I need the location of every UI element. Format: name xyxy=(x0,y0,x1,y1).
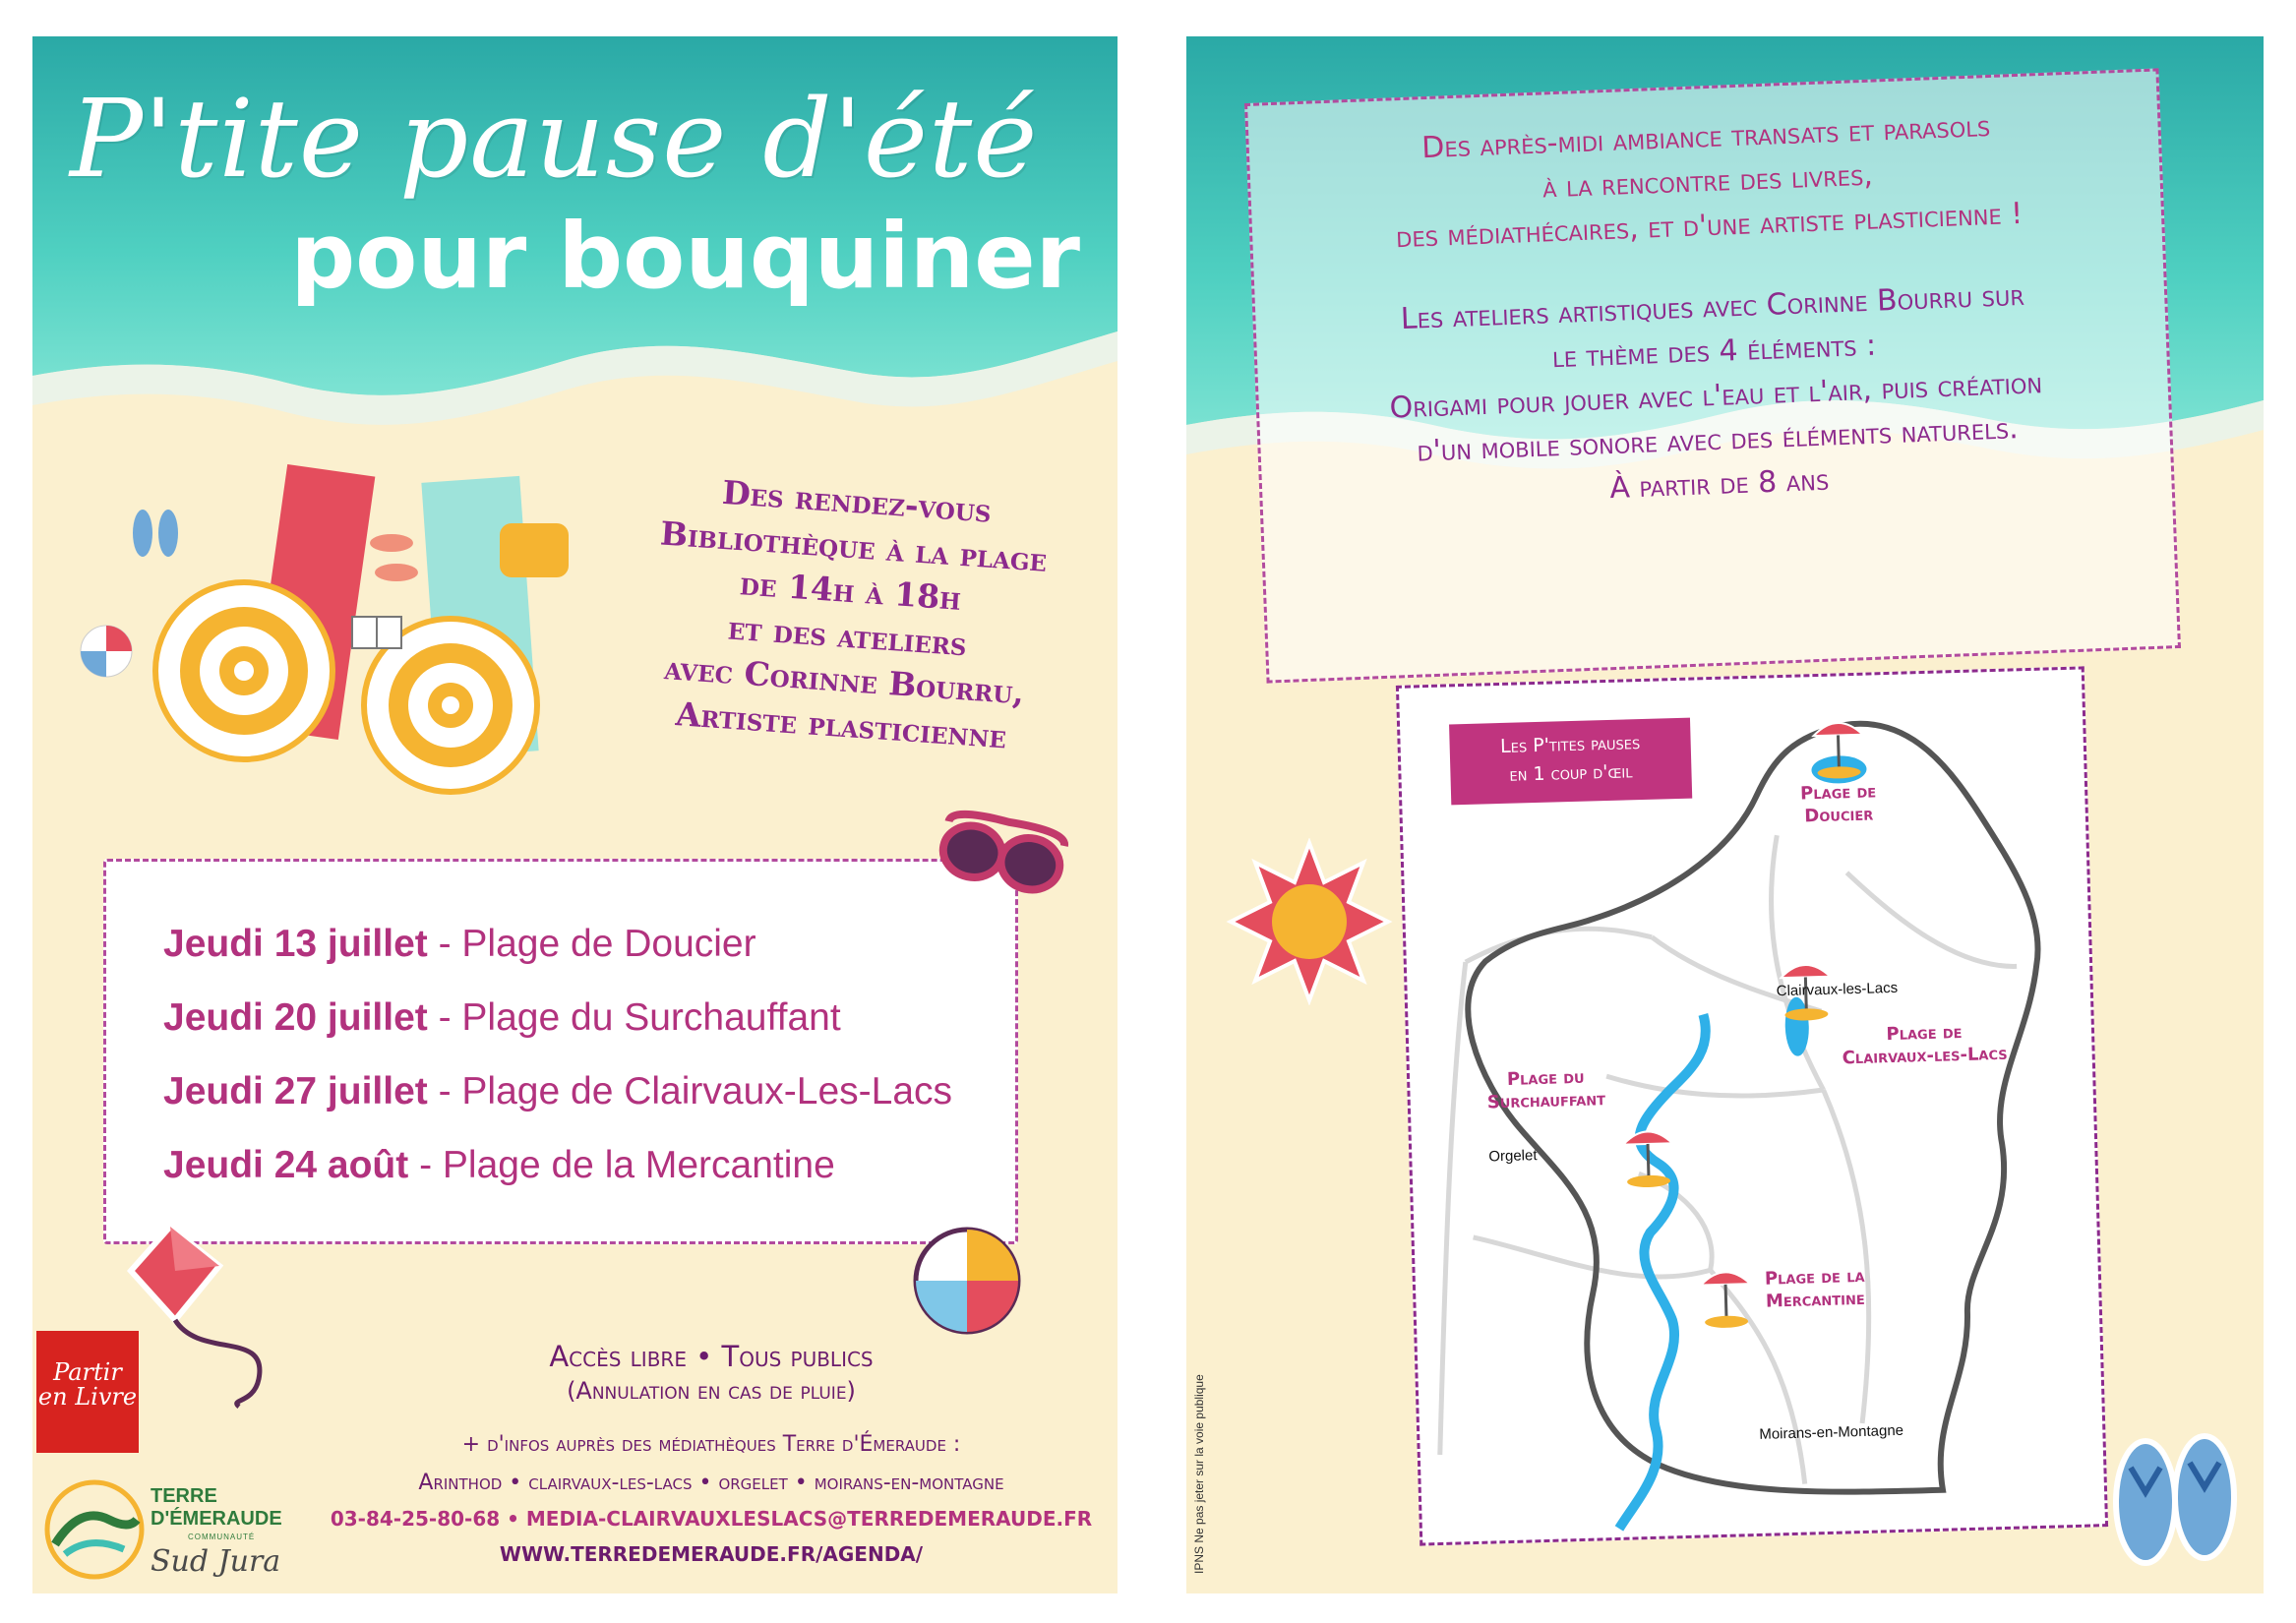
library-towns: Arinthod • clairvaux-les-lacs • orgelet • moirans-en-montagne xyxy=(418,1471,1004,1495)
kite-icon xyxy=(121,1212,298,1409)
town-label-moirans: Moirans-en-Montagne xyxy=(1759,1421,1904,1443)
map-badge xyxy=(1449,718,1692,806)
parasol-icon xyxy=(1701,1272,1752,1329)
date-day: Jeudi 13 juillet xyxy=(163,923,428,965)
access-info: Accès libre • Tous publics xyxy=(549,1340,874,1373)
flyer-back xyxy=(1186,36,2264,1593)
flyer-footer xyxy=(308,1340,1115,1566)
date-place: - Plage de Doucier xyxy=(427,923,756,965)
workshop-line: le thème des 4 éléments : xyxy=(1551,328,1877,376)
workshop-line: À partir de 8 ans xyxy=(1608,462,1830,507)
terre-line: D'ÉMERAUDE xyxy=(151,1508,282,1530)
map xyxy=(1396,666,2108,1545)
badge-line: Les P'tites pauses xyxy=(1499,732,1641,757)
title-bold: pour bouquiner xyxy=(290,204,1080,309)
rdv-line: avec Corinne Bourru, xyxy=(663,648,1026,712)
town-label-orgelet: Orgelet xyxy=(1488,1147,1538,1166)
place-label-surchauffant xyxy=(1486,1066,1605,1113)
sun-icon xyxy=(1226,838,1393,1005)
rdv-line: Des rendez-vous xyxy=(720,472,994,530)
beach-illustration xyxy=(52,450,603,823)
flyer-front xyxy=(32,36,1118,1593)
sandals-icon xyxy=(370,534,418,581)
ipns-notice: IPNS Ne pas jeter sur la voie publique xyxy=(1192,1374,1206,1574)
place-label-clairvaux xyxy=(1842,1021,2008,1070)
info-text xyxy=(1248,97,2178,523)
place-label-doucier xyxy=(1800,781,1877,827)
title-script: P'tite pause d'été xyxy=(70,76,1039,202)
umbrella-icon xyxy=(155,582,332,759)
rdv-line: de 14h à 18h xyxy=(738,564,963,618)
sunglasses-icon xyxy=(933,804,1070,912)
place-line: Mercantine xyxy=(1765,1288,1865,1312)
flipflops-icon xyxy=(133,510,178,557)
cancellation-note: (Annulation en cas de pluie) xyxy=(567,1377,856,1405)
parasol-icon xyxy=(1623,1131,1674,1188)
terre-emeraude-script: Sud Jura xyxy=(151,1544,281,1579)
terre-emeraude-logo xyxy=(40,1475,306,1593)
workshop-paragraph xyxy=(1254,268,2177,524)
beach-ball-icon xyxy=(908,1222,1026,1340)
terre-emeraude-small: COMMUNAUTÉ xyxy=(188,1533,256,1541)
date-place: - Plage du Surchauffant xyxy=(427,996,841,1039)
date-row xyxy=(163,996,1015,1040)
date-row xyxy=(163,923,1015,966)
book-icon xyxy=(352,617,401,648)
date-day: Jeudi 20 juillet xyxy=(163,996,428,1039)
intro-line: des médiathécaires, et d'une artiste plasticienne ! xyxy=(1395,196,2024,256)
town-label-clairvaux: Clairvaux-les-Lacs xyxy=(1776,979,1899,1000)
terre-line: TERRE xyxy=(151,1485,217,1507)
terre-emeraude-emblem xyxy=(40,1475,149,1584)
date-place: - Plage de Clairvaux-Les-Lacs xyxy=(427,1070,953,1112)
rdv-announcement xyxy=(574,460,1118,765)
rdv-line: Artiste plasticienne xyxy=(674,693,1008,756)
contact-line: 03-84-25-80-68 • MEDIA-CLAIRVAUXLESLACS@TERREDEMERAUDE.FR xyxy=(330,1507,1093,1531)
date-place: - Plage de la Mercantine xyxy=(408,1144,835,1186)
terre-emeraude-name xyxy=(151,1485,308,1531)
partir-en-livre-logo: Partir en Livre xyxy=(36,1331,139,1453)
badge-line: en 1 coup d'œil xyxy=(1509,760,1633,787)
bag-icon xyxy=(500,523,569,577)
place-line: Doucier xyxy=(1804,803,1874,826)
workshop-line: Les ateliers artistiques avec Corinne Bourru sur xyxy=(1400,277,2025,337)
rdv-line: et des ateliers xyxy=(726,608,969,663)
date-row xyxy=(163,1144,1015,1187)
more-info: + d'infos auprès des médiathèques Terre d'Émeraude : xyxy=(461,1432,961,1457)
rdv-line: Bibliothèque à la plage xyxy=(658,513,1049,579)
flipflops-icon xyxy=(2106,1428,2244,1576)
parasol-icon xyxy=(1813,722,1864,779)
dates-list xyxy=(103,859,1018,1244)
place-label-mercantine xyxy=(1765,1266,1866,1313)
date-day: Jeudi 27 juillet xyxy=(163,1070,428,1112)
beach-ball-icon xyxy=(81,626,132,677)
place-line: Plage de xyxy=(1799,781,1877,805)
date-day: Jeudi 24 août xyxy=(163,1144,409,1186)
intro-line: à la rencontre des livres, xyxy=(1541,157,1874,206)
workshop-line: d'un mobile sonore avec des éléments naturels. xyxy=(1416,411,2020,469)
date-row xyxy=(163,1070,1015,1113)
workshop-line: Origami pour jouer avec l'eau et l'air, puis création xyxy=(1388,366,2043,426)
place-line: Plage de la xyxy=(1764,1265,1865,1290)
intro-line: Des après-midi ambiance transats et parasols xyxy=(1420,109,1991,166)
place-line: Clairvaux-les-Lacs xyxy=(1842,1043,2008,1068)
website-link[interactable]: WWW.TERREDEMERAUDE.FR/AGENDA/ xyxy=(499,1542,924,1566)
place-line: Plage du xyxy=(1506,1066,1585,1090)
place-line: Surchauffant xyxy=(1486,1088,1606,1113)
place-line: Plage de xyxy=(1886,1022,1963,1046)
